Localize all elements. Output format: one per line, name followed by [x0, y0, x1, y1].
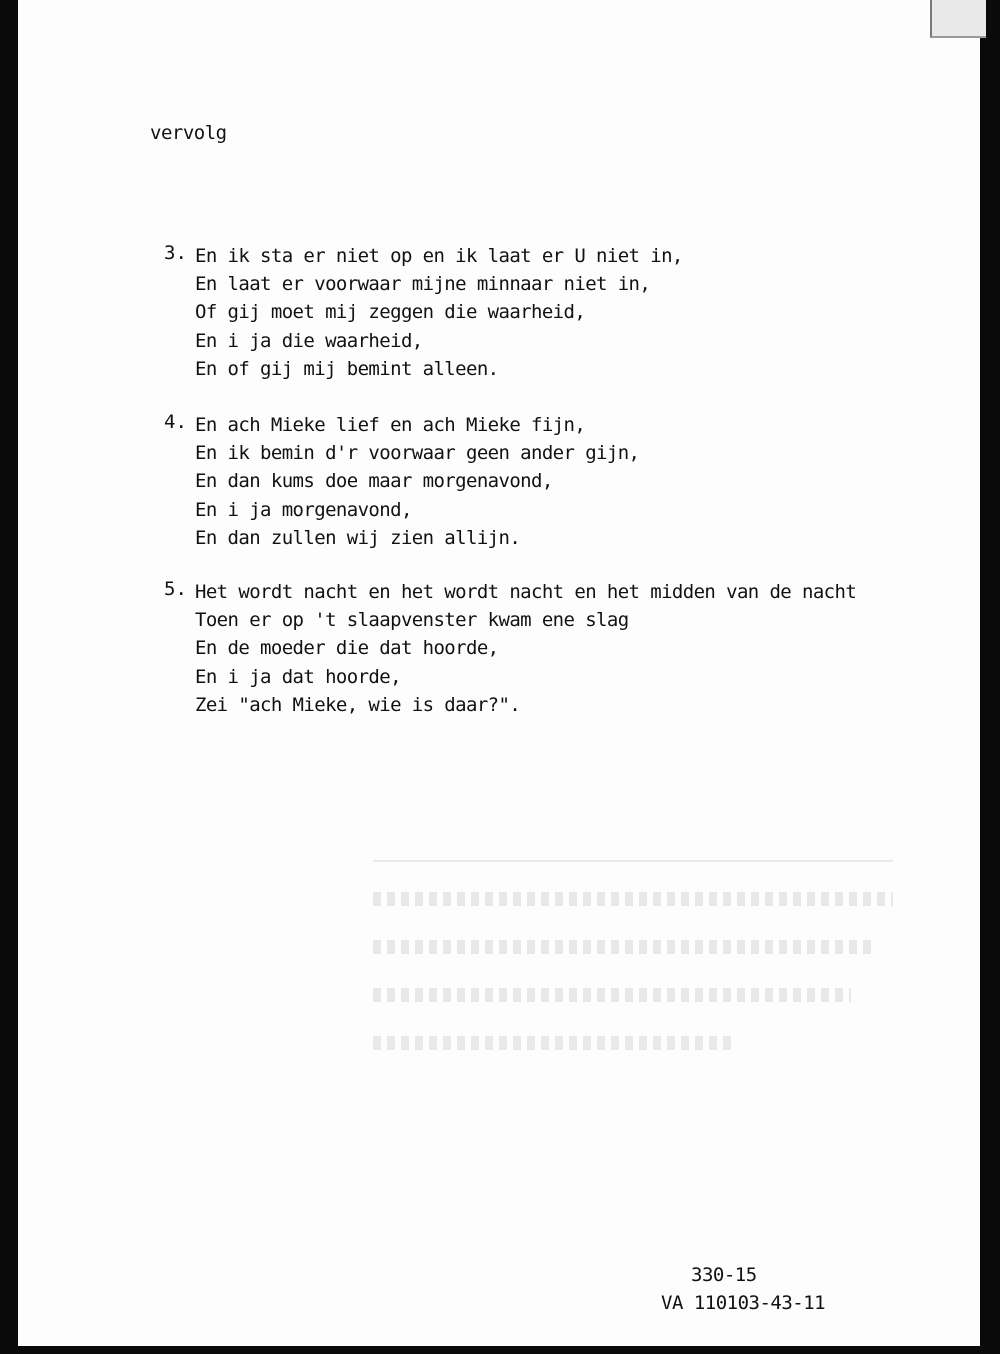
stanza-line: Of gij moet mij zeggen die waarheid, [195, 301, 586, 324]
stanza-line: En i ja die waarheid, [195, 329, 423, 352]
stanza-number: 5. [164, 578, 187, 600]
stanza-line: En ik sta er niet op en ik laat er U niet in, [195, 245, 683, 267]
stanza-line: En dan kums doe maar morgenavond, [195, 470, 553, 493]
stanza-line: En dan zullen wij zien allijn. [195, 526, 521, 549]
stanza-line: En de moeder die dat hoorde, [195, 637, 499, 660]
scan-corner-strip [930, 0, 986, 38]
stanza-4 [164, 411, 639, 552]
footer-reference: VA 110103-43-11 [661, 1292, 826, 1314]
stanza-line: En laat er voorwaar mijne minnaar niet in, [195, 273, 651, 296]
bleed-through-text [373, 860, 893, 1090]
stanza-5 [164, 578, 856, 719]
stanza-line: En of gij mij bemint alleen. [195, 357, 499, 380]
stanza-line: Zei "ach Mieke, wie is daar?". [195, 693, 521, 716]
stanza-line: En i ja morgenavond, [195, 498, 412, 521]
stanza-line: En i ja dat hoorde, [195, 665, 401, 688]
stanza-line: Het wordt nacht en het wordt nacht en het midden van de nacht [195, 581, 857, 603]
footer-code: 330-15 [691, 1264, 757, 1286]
stanza-number: 3. [164, 242, 187, 264]
stanza-line: Toen er op 't slaapvenster kwam ene slag [195, 609, 629, 632]
stanza-line: En ach Mieke lief en ach Mieke fijn, [195, 414, 586, 436]
document-page [18, 0, 980, 1346]
stanza-line: En ik bemin d'r voorwaar geen ander gijn, [195, 442, 640, 465]
stanza-3 [164, 242, 683, 383]
heading-vervolg: vervolg [150, 122, 227, 144]
stanza-number: 4. [164, 411, 187, 433]
